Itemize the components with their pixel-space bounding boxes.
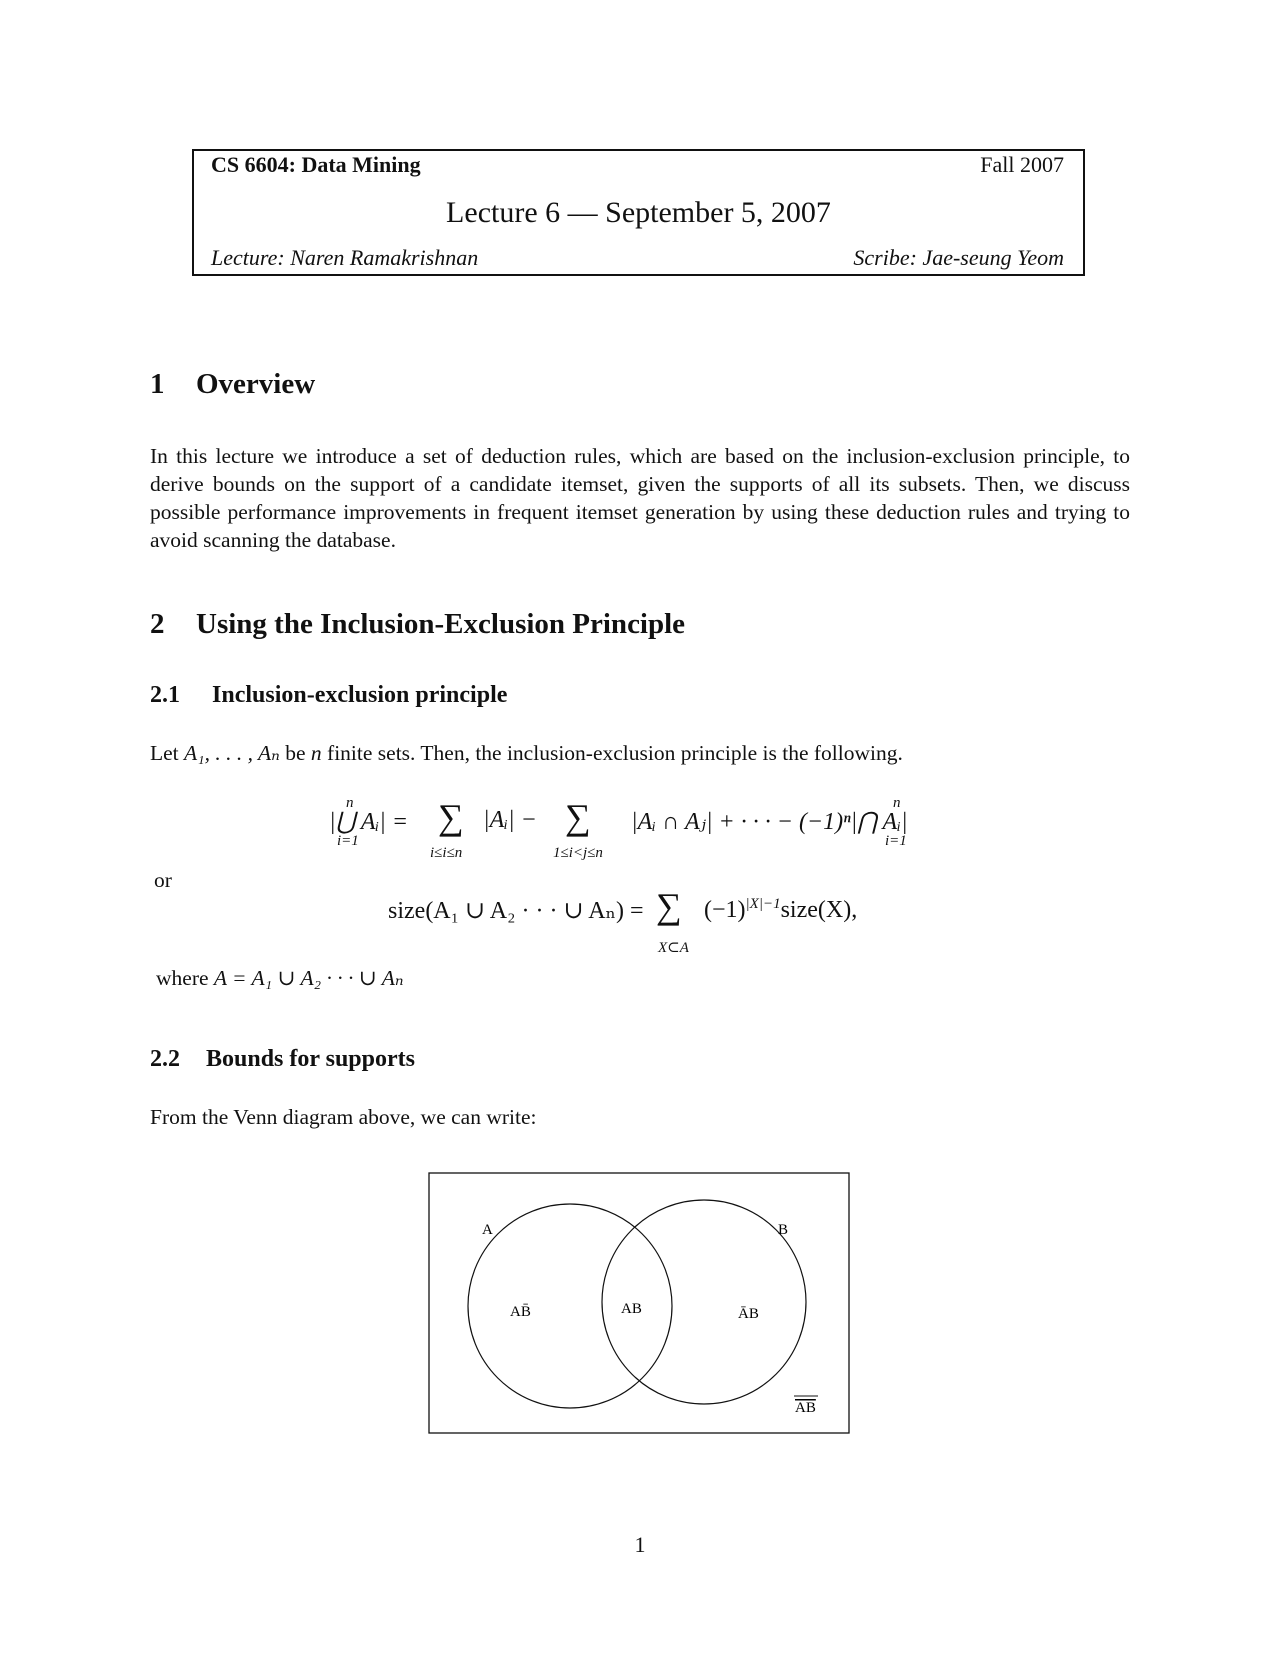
venn-diagram: [428, 1172, 850, 1434]
term: Fall 2007: [980, 152, 1064, 177]
let-sentence: [150, 741, 903, 766]
intersection-upper-limit: n: [893, 795, 901, 811]
venn-region-b-only: ĀB: [738, 1306, 759, 1322]
or-word: or: [154, 868, 172, 892]
section-title: Overview: [196, 368, 316, 400]
subsection-number: 2.1: [150, 682, 180, 708]
where-expression: A = A₁ ∪ A₂ · · · ∪ Aₙ: [213, 966, 404, 990]
bounds-sentence: From the Venn diagram above, we can write:: [150, 1105, 537, 1129]
venn-region-none: AB: [795, 1400, 816, 1416]
lecturer: Lecture: Naren Ramakrishnan: [211, 245, 479, 270]
rhs-exponent: |X|−1: [745, 896, 781, 912]
subsection-heading-bounds: [150, 1046, 415, 1073]
course-title: CS 6604: Data Mining: [211, 152, 421, 177]
size-x: size(X),: [780, 897, 858, 923]
section-number: 1: [150, 368, 165, 400]
summation-symbol-2: ∑: [565, 797, 591, 837]
where-word: where: [156, 966, 209, 990]
sum1-lower-limit: i≤i≤n: [430, 845, 463, 861]
subsection-title: Inclusion-exclusion principle: [212, 682, 508, 708]
sum3-lower-limit: X⊂A: [658, 940, 689, 956]
summation-symbol-1: ∑: [438, 797, 464, 837]
sum1-term: |Aᵢ| −: [483, 807, 537, 833]
equation-size: [388, 884, 908, 954]
union-upper-limit: n: [346, 795, 354, 811]
summation-symbol-3: ∑: [656, 886, 682, 926]
venn-region-a-only: AB̄: [510, 1304, 531, 1320]
n-variable: n: [310, 741, 322, 765]
be-word: be: [285, 741, 306, 765]
scribe: Scribe: Jae-seung Yeom: [853, 245, 1064, 270]
intersection-lower-limit: i=1: [885, 833, 907, 849]
size-lhs: size(A₁ ∪ A₂ · · · ∪ Aₙ) =: [388, 898, 644, 924]
subsection-number: 2.2: [150, 1046, 180, 1072]
equation-inclusion-exclusion: [325, 795, 965, 875]
lecture-title: Lecture 6 — September 5, 2007: [446, 196, 831, 229]
sets-expression: A₁, . . . , Aₙ: [184, 741, 280, 765]
sum2-term: |Aᵢ ∩ Aⱼ| + · · · − (−1)ⁿ|⋂ Aᵢ|: [631, 809, 908, 835]
section-number: 2: [150, 608, 165, 640]
section-heading-overview: [150, 368, 315, 401]
let-suffix: finite sets. Then, the inclusion-exclusion principle is the following.: [327, 741, 903, 765]
venn-region-ab: AB: [621, 1301, 642, 1317]
where-sentence: [156, 966, 404, 991]
minus-one: (−1): [704, 897, 746, 923]
union-lower-limit: i=1: [337, 833, 359, 849]
lhs-expression: |⋃ Aᵢ| =: [329, 809, 409, 835]
sum2-lower-limit: 1≤i<j≤n: [553, 845, 603, 861]
venn-label-b: B: [778, 1222, 789, 1238]
section-heading-inclusion-exclusion: [150, 608, 685, 641]
subsection-heading-principle: [150, 682, 507, 709]
section-title: Using the Inclusion-Exclusion Principle: [196, 608, 686, 640]
subsection-title: Bounds for supports: [206, 1046, 415, 1072]
overview-paragraph: In this lecture we introduce a set of deduction rules, which are based on the inclusion-exclusion principle, to derive bounds on the support of a candidate itemset, given the supports of all its subsets. Then, we discuss possible performance improvements in frequent itemset generation by using these deduction rules and trying to avoid scanning the database.: [150, 444, 1130, 552]
page-number: 1: [634, 1532, 646, 1557]
size-rhs: [704, 896, 857, 924]
let-word: Let: [150, 741, 179, 765]
venn-label-a: A: [482, 1222, 493, 1238]
